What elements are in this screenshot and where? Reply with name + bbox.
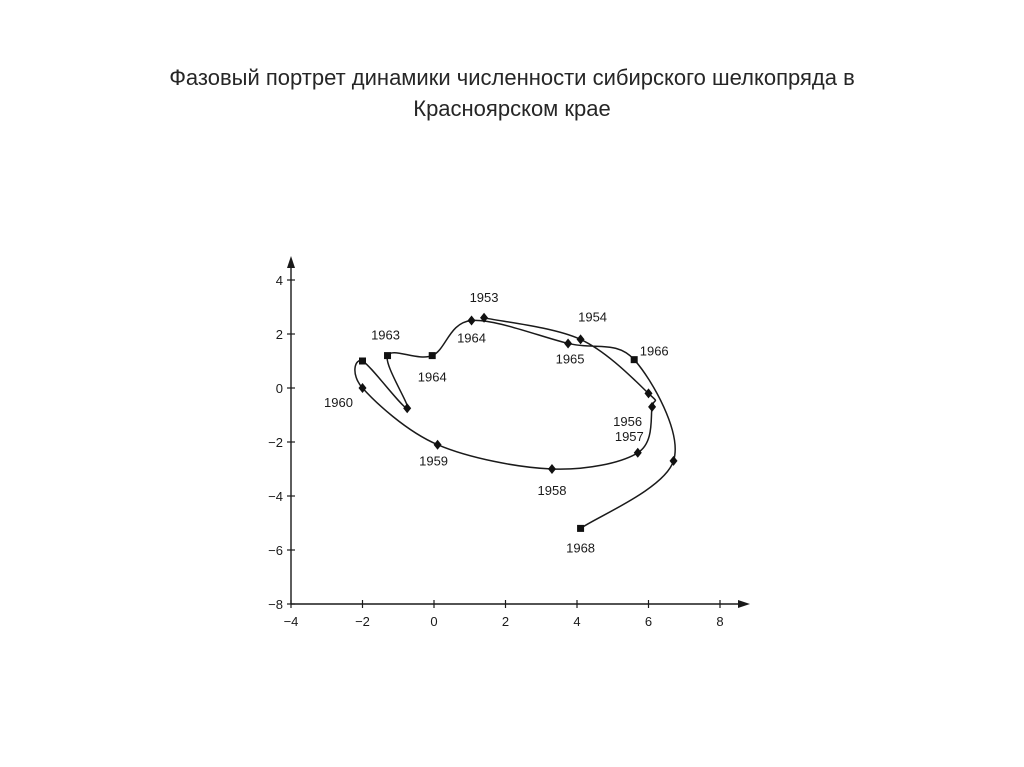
year-label: 1968 xyxy=(566,540,596,556)
year-label: 1966 xyxy=(639,343,669,359)
x-tick-label: 6 xyxy=(644,614,653,629)
y-tick-label: 2 xyxy=(275,327,283,342)
chart-title: Фазовый портрет динамики численности сибирского шелкопряда в Красноярском крае xyxy=(169,65,855,121)
year-label: 1954 xyxy=(578,309,608,325)
y-tick-label: −4 xyxy=(268,489,283,504)
y-tick-label: −2 xyxy=(268,435,283,450)
year-label: 1959 xyxy=(419,453,449,469)
year-label: 1957 xyxy=(614,428,644,444)
y-axis-arrow xyxy=(287,256,295,268)
square-marker xyxy=(429,352,436,359)
y-tick-label: −6 xyxy=(268,543,283,558)
axis-ticks xyxy=(268,273,723,629)
diamond-marker xyxy=(577,334,585,344)
x-axis-arrow xyxy=(738,600,750,608)
square-marker xyxy=(631,356,638,363)
diamond-marker xyxy=(468,316,476,326)
point-labels xyxy=(324,290,669,556)
diamond-marker xyxy=(648,402,656,412)
square-marker xyxy=(359,358,366,365)
diamond-marker xyxy=(634,448,642,458)
year-label: 1963 xyxy=(371,327,400,343)
year-label: 1953 xyxy=(469,289,499,305)
year-label: 1964 xyxy=(457,330,486,346)
diamond-marker xyxy=(564,338,572,348)
year-label: 1960 xyxy=(324,395,353,410)
square-marker xyxy=(577,525,584,532)
x-tick-label: −4 xyxy=(283,614,299,629)
axes xyxy=(287,256,750,608)
year-label: 1965 xyxy=(555,351,585,367)
square-marker xyxy=(384,352,391,359)
year-label: 1956 xyxy=(613,413,643,429)
y-tick-label: 4 xyxy=(275,273,283,288)
year-label: 1964 xyxy=(417,369,447,385)
x-tick-label: 2 xyxy=(501,614,510,629)
y-tick-label: 0 xyxy=(275,381,283,396)
diamond-marker xyxy=(670,456,678,466)
diamond-marker xyxy=(434,440,442,450)
x-tick-label: 8 xyxy=(716,614,724,629)
year-label: 1958 xyxy=(537,483,567,498)
x-tick-label: 4 xyxy=(573,614,581,629)
diamond-marker xyxy=(403,403,411,413)
diamond-marker xyxy=(548,464,556,474)
x-tick-label: −2 xyxy=(355,614,370,629)
y-tick-label: −8 xyxy=(268,597,283,612)
x-tick-label: 0 xyxy=(430,614,438,629)
